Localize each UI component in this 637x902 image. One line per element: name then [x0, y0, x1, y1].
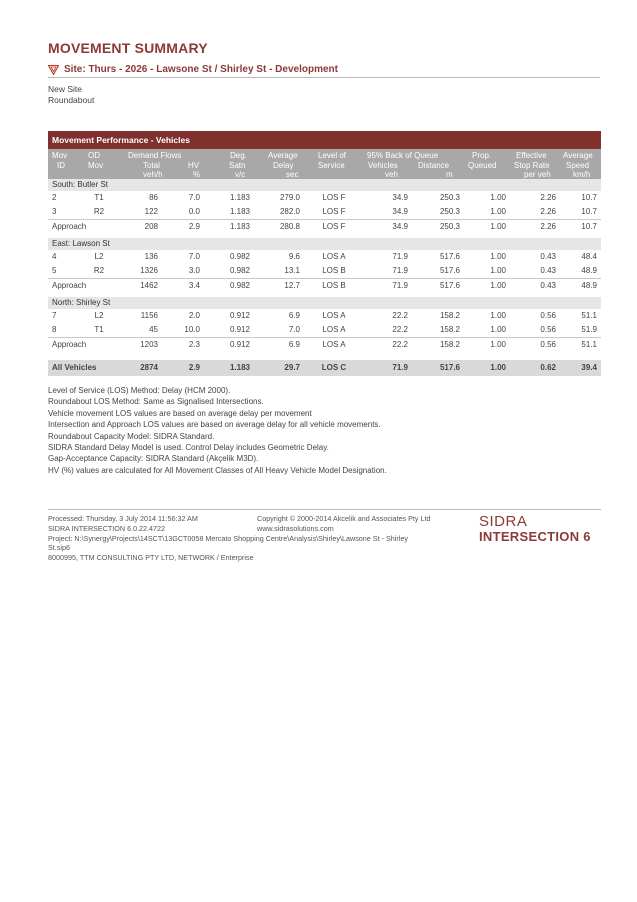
cell: 1.00	[490, 325, 506, 334]
hdr-vc: v/c	[235, 170, 246, 179]
cell: 6.9	[288, 311, 300, 320]
cell: 517.6	[439, 252, 460, 261]
cell: 282.0	[279, 207, 300, 216]
cell: R2	[93, 266, 105, 275]
cell: 7	[52, 311, 57, 320]
cell: 250.3	[412, 220, 464, 235]
group-name: South: Butler St	[48, 179, 601, 191]
website-link[interactable]: www.sidrasolutions.com	[257, 523, 334, 533]
version-text: SIDRA INTERSECTION 6.0.22.4722	[48, 523, 166, 533]
cell: 158.2	[439, 325, 460, 334]
cell: 1.183	[204, 220, 254, 235]
note-line: Roundabout Capacity Model: SIDRA Standard.	[48, 431, 215, 441]
cell: 10.7	[581, 193, 597, 202]
cell: 7.0	[188, 193, 200, 202]
hdr-demand-flows: Demand Flows	[128, 151, 182, 160]
cell: LOS F	[304, 220, 364, 235]
cell: 250.3	[439, 207, 460, 216]
logo-line-2: INTERSECTION 6	[479, 529, 591, 544]
cell: 1156	[140, 311, 158, 320]
copyright-text: Copyright © 2000-2014 Akcelik and Associates Pty Ltd	[257, 514, 431, 523]
cell: 1.183	[229, 207, 250, 216]
cell: 2.9	[162, 360, 204, 376]
cell: 13.1	[284, 266, 300, 275]
cell: 0.43	[540, 252, 556, 261]
site-type-line: New Site	[48, 84, 83, 94]
site-prefix: Site: Thurs -	[64, 64, 126, 75]
hdr-delay-unit: sec	[286, 170, 299, 179]
note-line: Roundabout LOS Method: Same as Signalised Intersections.	[48, 397, 264, 407]
group-header	[48, 238, 601, 250]
hdr-prop: Prop.	[472, 151, 492, 160]
hdr-hv: HV	[188, 161, 200, 170]
cell: 2.0	[188, 311, 200, 320]
hdr-avg-speed: Average	[563, 151, 593, 160]
note-line: HV (%) values are calculated for All Movement Classes of All Heavy Vehicle Model Designation.	[48, 465, 387, 475]
cell: Approach	[48, 338, 114, 353]
cell: 1.183	[204, 360, 254, 376]
cell: Approach	[48, 279, 114, 294]
cell: 51.1	[581, 311, 597, 320]
hdr-per-veh: per veh	[524, 170, 551, 179]
cell: 71.9	[392, 266, 408, 275]
table-body	[48, 179, 601, 376]
cell: 34.9	[392, 193, 408, 202]
cell: 1.00	[490, 207, 506, 216]
hdr-deg: Deg.	[230, 151, 247, 160]
cell: 0.62	[510, 360, 560, 376]
cell: 22.2	[364, 338, 412, 353]
hdr-delay: Delay	[273, 161, 294, 170]
cell: 1.183	[229, 193, 250, 202]
cell: 48.9	[560, 279, 601, 294]
cell: 136	[144, 252, 158, 261]
cell: 158.2	[439, 311, 460, 320]
hdr-avg-delay: Average	[268, 151, 298, 160]
cell: 0.0	[188, 207, 200, 216]
license-text: 8000995, TTM CONSULTING PTY LTD, NETWORK / Enterprise	[48, 553, 254, 563]
cell: 1.00	[464, 360, 510, 376]
footer-divider	[48, 509, 601, 510]
logo-line-1: SIDRA	[479, 513, 528, 530]
cell: L2	[94, 311, 104, 320]
cell: 22.2	[392, 325, 408, 334]
cell: All Vehicles	[48, 360, 114, 376]
hdr-stop-rate: Stop Rate	[514, 161, 550, 170]
cell: LOS B	[322, 266, 346, 275]
hdr-total-unit: veh/h	[143, 170, 163, 179]
cell: 71.9	[392, 252, 408, 261]
cell: 7.0	[288, 325, 300, 334]
cell: 2.3	[162, 338, 204, 353]
table-row	[48, 309, 601, 323]
hdr-hv-unit: %	[193, 170, 201, 179]
cell: 5	[52, 266, 57, 275]
hdr-mov: Mov	[52, 151, 68, 160]
cell: 0.56	[540, 325, 556, 334]
cell: 0.982	[229, 266, 250, 275]
cell: Approach	[48, 220, 114, 235]
table-row	[48, 191, 601, 205]
cell: 3.4	[162, 279, 204, 294]
note-line: Level of Service (LOS) Method: Delay (HCM 2000).	[48, 386, 231, 395]
hdr-vehicles: Vehicles	[368, 161, 398, 170]
sidra-logo	[479, 514, 591, 544]
table-row	[48, 250, 601, 264]
hdr-distance-unit: m	[446, 170, 453, 179]
cell: 1.00	[490, 266, 506, 275]
site-suffix: - Lawsone St / Shirley St - Development	[147, 64, 338, 75]
cell: 8	[52, 325, 57, 334]
hdr-queued: Queued	[468, 161, 497, 170]
group-header	[48, 179, 601, 191]
hdr-total: Total	[143, 161, 160, 170]
cell: 158.2	[412, 338, 464, 353]
approach-row	[48, 338, 601, 353]
cell: 0.56	[540, 311, 556, 320]
note-line: Intersection and Approach LOS values are based on average delay for all vehicle movements.	[48, 420, 381, 430]
cell: 1.00	[464, 279, 510, 294]
table-row	[48, 264, 601, 279]
cell: L2	[94, 252, 104, 261]
site-type	[48, 84, 94, 106]
hdr-od: OD	[88, 151, 100, 160]
cell: LOS C	[304, 360, 364, 376]
site-type-line: Roundabout	[48, 95, 95, 105]
notes	[48, 385, 387, 476]
cell: T1	[94, 325, 104, 334]
cell: LOS F	[322, 207, 346, 216]
cell: 0.982	[229, 252, 250, 261]
cell: 2.26	[510, 220, 560, 235]
cell: 39.4	[560, 360, 601, 376]
cell: 1.00	[490, 311, 506, 320]
cell: 3	[52, 207, 57, 216]
hdr-queue: 95% Back of Queue	[367, 151, 439, 160]
cell: 10.7	[560, 220, 601, 235]
site-year: 2026	[125, 64, 148, 75]
cell: 0.912	[204, 338, 254, 353]
cell: 250.3	[439, 193, 460, 202]
cell: 279.0	[279, 193, 300, 202]
cell: 2.26	[540, 207, 556, 216]
cell: 34.9	[392, 207, 408, 216]
cell: 9.6	[288, 252, 300, 261]
cell: 517.6	[439, 266, 460, 275]
table-title: Movement Performance - Vehicles	[48, 131, 601, 149]
cell: R2	[93, 207, 105, 216]
cell: 0.43	[510, 279, 560, 294]
cell: 1203	[114, 338, 162, 353]
cell: 48.4	[581, 252, 597, 261]
cell: 10.0	[184, 325, 200, 334]
cell: 0.912	[229, 325, 250, 334]
group-name: East: Lawson St	[48, 238, 601, 250]
note-line: Vehicle movement LOS values are based on average delay per movement	[48, 408, 312, 418]
hdr-satn: Satn	[229, 161, 246, 170]
cell: 0.43	[540, 266, 556, 275]
cell: 4	[52, 252, 57, 261]
table-row	[48, 323, 601, 338]
project-text-cont: St.sip6	[48, 543, 70, 553]
cell: 45	[149, 325, 158, 334]
cell: 2.26	[540, 193, 556, 202]
cell: T1	[94, 193, 104, 202]
cell: 1.00	[490, 252, 506, 261]
page-title: MOVEMENT SUMMARY	[48, 40, 208, 56]
group-name: North: Shirley St	[48, 297, 601, 309]
cell: 10.7	[581, 207, 597, 216]
footer-middle	[257, 514, 467, 534]
hdr-speed: Speed	[566, 161, 590, 170]
hdr-vehicles-unit: veh	[385, 170, 398, 179]
site-line	[48, 64, 600, 78]
approach-row	[48, 279, 601, 294]
cell: 3.0	[188, 266, 200, 275]
cell: 1462	[114, 279, 162, 294]
cell: 1326	[140, 266, 158, 275]
cell: LOS A	[322, 311, 346, 320]
cell: 48.9	[581, 266, 597, 275]
cell: 0.982	[204, 279, 254, 294]
cell: 86	[149, 193, 158, 202]
hdr-service: Service	[318, 161, 345, 170]
hdr-mov-id: ID	[57, 161, 65, 170]
movement-performance-table	[48, 131, 601, 376]
cell: 1.00	[490, 193, 506, 202]
approach-row	[48, 220, 601, 235]
cell: 12.7	[254, 279, 304, 294]
cell: 51.9	[581, 325, 597, 334]
cell: 0.912	[229, 311, 250, 320]
cell: 517.6	[412, 360, 464, 376]
cell: LOS A	[322, 252, 346, 261]
cell: 280.8	[254, 220, 304, 235]
table-row	[48, 205, 601, 220]
hdr-speed-unit: km/h	[573, 170, 591, 179]
cell: 2874	[114, 360, 162, 376]
all-vehicles-row	[48, 360, 601, 376]
processed-text: Processed: Thursday, 3 July 2014 11:56:32 AM	[48, 514, 198, 523]
cell: 7.0	[188, 252, 200, 261]
cell: 208	[114, 220, 162, 235]
hdr-effective: Effective	[516, 151, 547, 160]
hdr-od-mov: Mov	[88, 161, 104, 170]
hdr-distance: Distance	[418, 161, 450, 170]
cell: 0.56	[510, 338, 560, 353]
cell: 71.9	[364, 360, 412, 376]
roundabout-triangle-icon	[48, 65, 59, 75]
note-line: SIDRA Standard Delay Model is used. Control Delay includes Geometric Delay.	[48, 443, 329, 453]
cell: 1.00	[464, 338, 510, 353]
cell: 517.6	[412, 279, 464, 294]
cell: 22.2	[392, 311, 408, 320]
cell: LOS B	[304, 279, 364, 294]
cell: 71.9	[364, 279, 412, 294]
cell: LOS F	[322, 193, 346, 202]
cell: 29.7	[254, 360, 304, 376]
cell: 6.9	[254, 338, 304, 353]
hdr-level-of: Level of	[318, 151, 347, 160]
cell: 122	[144, 207, 158, 216]
cell: 34.9	[364, 220, 412, 235]
project-text: Project: N:\Synergy\Projects\14SCT\13GCT0058 Mercato Shopping Centre\Analysis\Shirley\Lawsone St - Shirley	[48, 533, 408, 543]
cell: LOS A	[322, 325, 346, 334]
cell: LOS A	[304, 338, 364, 353]
cell: 2	[52, 193, 57, 202]
column-headers	[48, 149, 601, 179]
cell: 1.00	[464, 220, 510, 235]
note-line: Gap-Acceptance Capacity: SIDRA Standard (Akçelik M3D).	[48, 454, 259, 464]
cell: 51.1	[560, 338, 601, 353]
cell: 2.9	[162, 220, 204, 235]
group-header	[48, 297, 601, 309]
